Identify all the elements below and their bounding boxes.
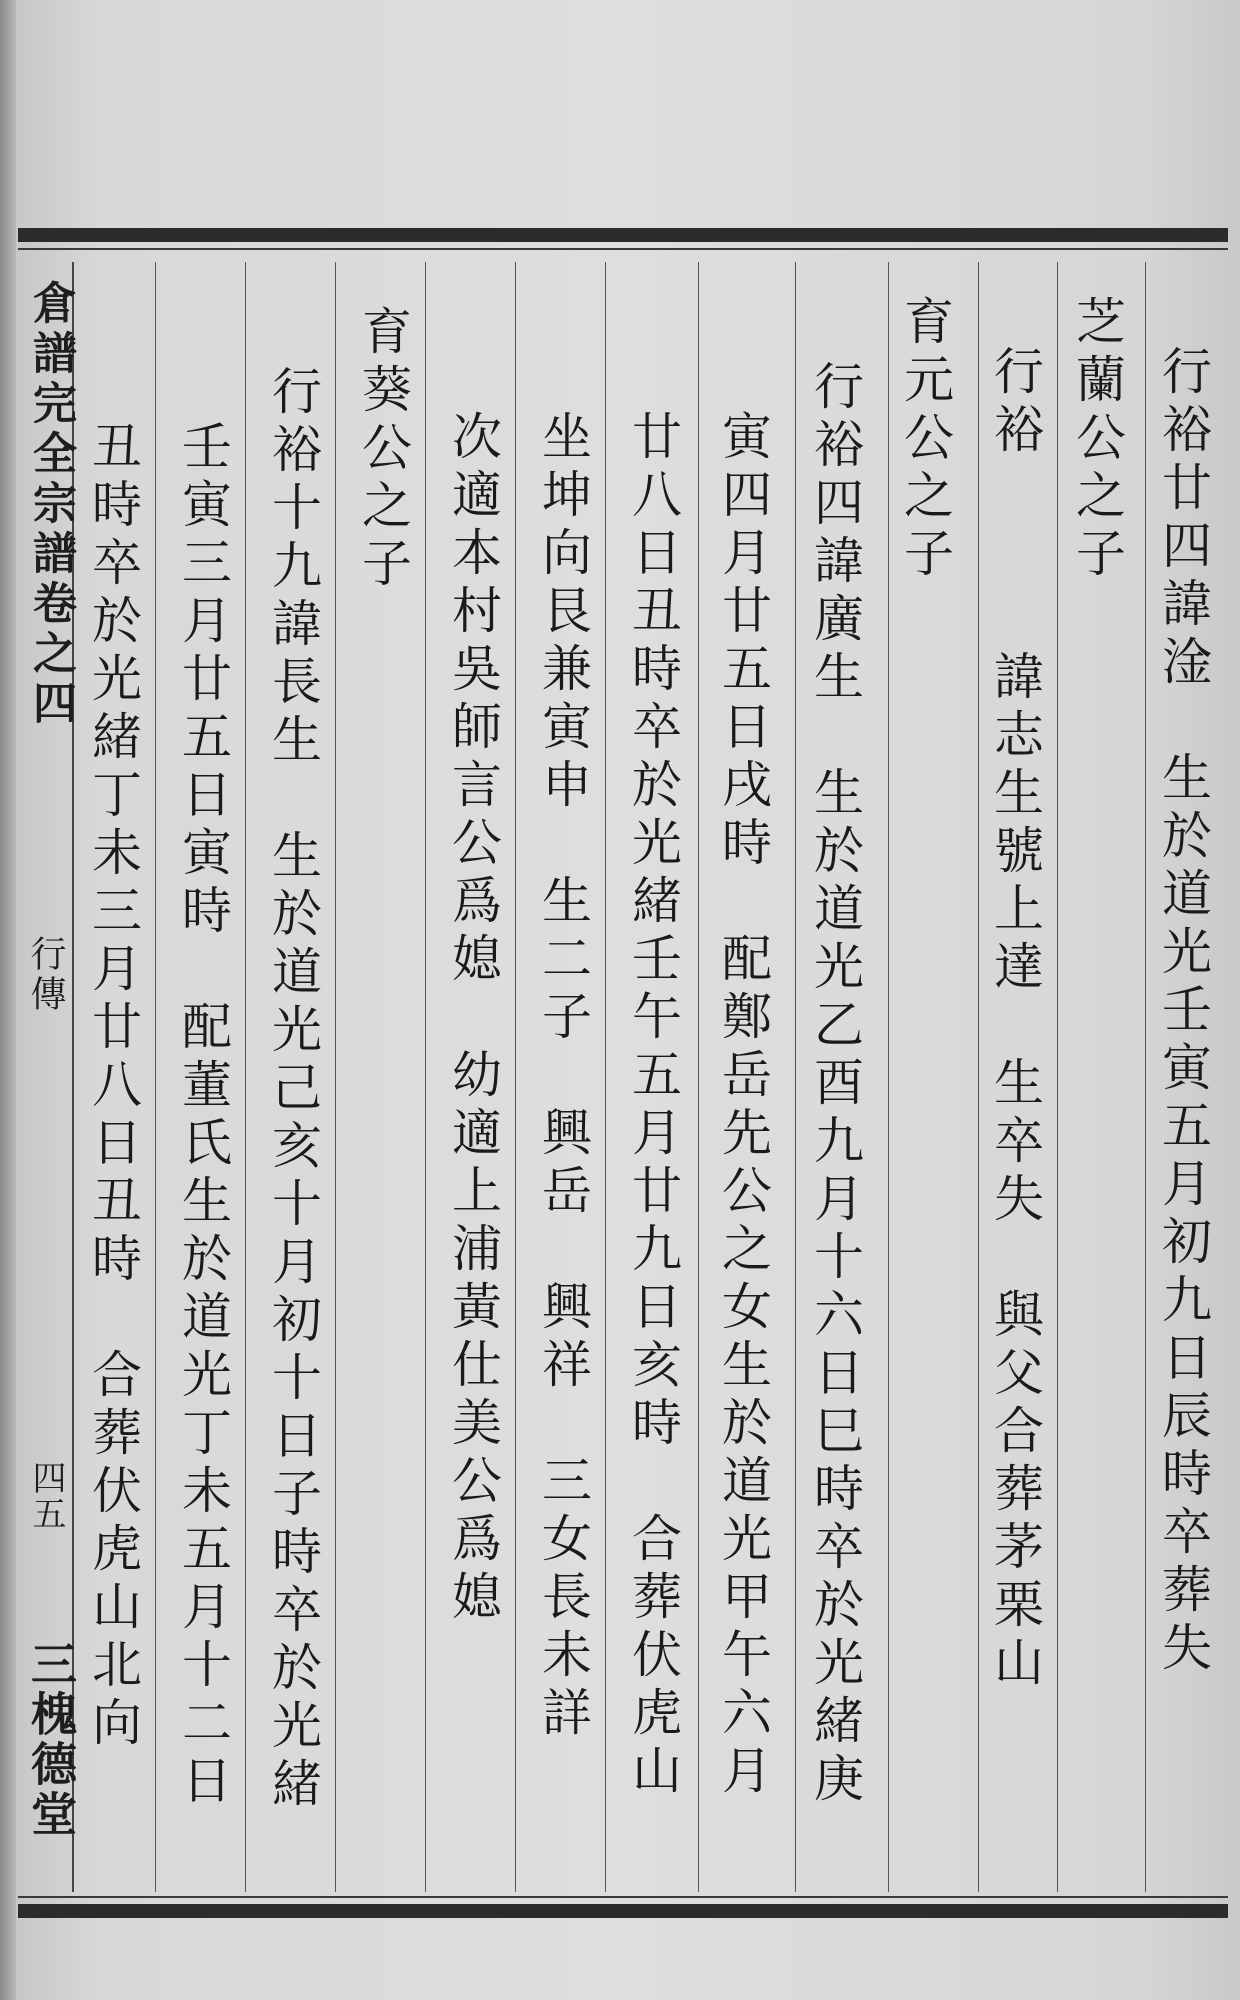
text-column-11: 行裕十九諱長生 生於道光己亥十月初十日子時卒於光緒	[264, 365, 322, 1815]
column-rule	[795, 262, 796, 1892]
text-column-3: 行裕	[986, 345, 1044, 461]
column-rule	[698, 262, 699, 1892]
hall-name: 三槐德堂	[24, 1640, 78, 1840]
text-column-7: 廿八日丑時卒於光緒壬午五月廿九日亥時 合葬伏虎山	[624, 410, 682, 1802]
column-rule	[1057, 262, 1058, 1892]
text-column-13: 丑時卒於光緒丁未三月廿八日丑時 合葬伏虎山北向	[84, 420, 142, 1754]
book-binding-shadow	[0, 0, 16, 2000]
column-rule	[245, 262, 246, 1892]
text-column-5: 行裕四諱廣生 生於道光乙酉九月十六日巳時卒於光緒庚	[806, 360, 864, 1810]
frame-inner-top-line	[18, 248, 1228, 250]
text-column-12: 壬寅三月廿五日寅時 配董氏生於道光丁未五月十二日	[174, 420, 232, 1812]
text-column-2: 芝蘭公之子	[1068, 295, 1126, 585]
text-column-10: 育葵公之子	[354, 305, 412, 595]
text-column-6: 寅四月廿五日戌時 配鄭岳先公之女生於道光甲午六月	[714, 410, 772, 1802]
text-column-1: 行裕廿四諱淦 生於道光壬寅五月初九日辰時卒葬失	[1154, 345, 1212, 1679]
section-label: 行傳	[25, 935, 66, 1015]
frame-inner-bottom-line	[18, 1896, 1228, 1898]
column-rule	[1145, 262, 1146, 1892]
column-rule	[605, 262, 606, 1892]
column-rule	[155, 262, 156, 1892]
column-rule	[978, 262, 979, 1892]
text-column-8: 坐坤向艮兼寅申 生二子 興岳 興祥 三女長未詳	[534, 410, 592, 1744]
page-number: 四五	[26, 1460, 66, 1532]
text-column-9: 次適本村吳師言公爲媳 幼適上浦黃仕美公爲媳	[444, 410, 502, 1628]
book-title: 倉譜完全宗譜卷之四	[25, 280, 76, 730]
text-column-3b: 諱志生號上達 生卒失 與父合葬茅栗山	[986, 650, 1044, 1694]
column-rule	[335, 262, 336, 1892]
text-column-4: 育元公之子	[896, 295, 954, 585]
column-rule	[888, 262, 889, 1892]
column-rule	[515, 262, 516, 1892]
column-rule	[425, 262, 426, 1892]
